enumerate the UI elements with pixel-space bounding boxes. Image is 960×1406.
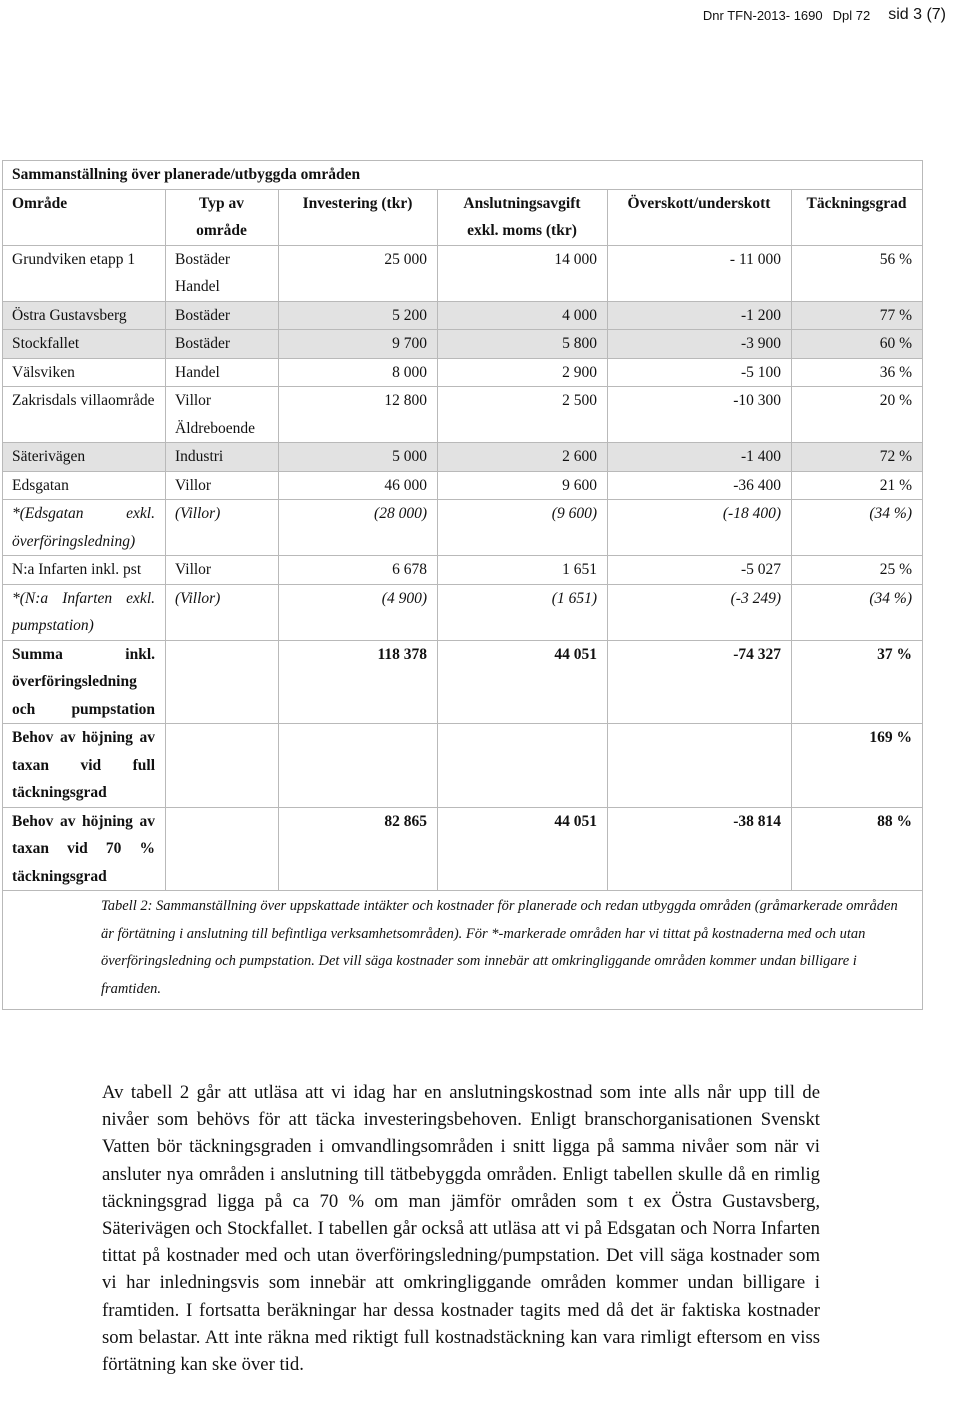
column-header: Överskott/underskott — [608, 189, 792, 245]
cell-investment: 6 678 — [279, 556, 438, 585]
cell-investment: 12 800 — [279, 387, 438, 443]
cell-coverage: 169 % — [792, 724, 923, 808]
cell-coverage: 77 % — [792, 301, 923, 330]
cell-coverage: 56 % — [792, 245, 923, 301]
cell-investment: 118 378 — [279, 640, 438, 724]
cell-area: Grundviken etapp 1 — [3, 245, 166, 301]
cell-fee: 14 000 — [438, 245, 608, 301]
table-row — [3, 556, 923, 585]
cell-type: Villor Äldreboende — [166, 387, 279, 443]
table-row — [3, 500, 923, 556]
table-row — [3, 443, 923, 472]
cell-surplus: -38 814 — [608, 807, 792, 891]
cell-surplus: -10 300 — [608, 387, 792, 443]
cell-coverage: 37 % — [792, 640, 923, 724]
cell-area: Summa inkl. överföringsledning och pumpstation — [3, 640, 166, 724]
cell-coverage: 36 % — [792, 358, 923, 387]
table-title-row — [3, 161, 923, 190]
cell-fee: 5 800 — [438, 330, 608, 359]
cell-area: Edsgatan — [3, 471, 166, 500]
cell-area: Östra Gustavsberg — [3, 301, 166, 330]
caption-cell — [3, 891, 923, 1010]
cell-coverage: 21 % — [792, 471, 923, 500]
cell-type: (Villor) — [166, 500, 279, 556]
cell-fee: 2 900 — [438, 358, 608, 387]
cell-area: Välsviken — [3, 358, 166, 387]
column-header: Investering (tkr) — [279, 189, 438, 245]
table-row — [3, 245, 923, 301]
cell-area: Stockfallet — [3, 330, 166, 359]
cell-surplus — [608, 724, 792, 808]
cell-type — [166, 640, 279, 724]
cell-surplus: -3 900 — [608, 330, 792, 359]
cell-fee: 2 500 — [438, 387, 608, 443]
cell-type: Bostäder — [166, 301, 279, 330]
cell-type: Bostäder Handel — [166, 245, 279, 301]
table-caption: Tabell 2: Sammanställning över uppskattade intäkter och kostnader för planerade och redan utbyggda områden (gråmarkerade områden är förtätning i anslutning till befintliga verksamhetsområden). För *-markerade områden har vi tittat på kostnaderna med och utan överföringsledning och pumpstation. Det vill säga kostnader som innebär att omkringliggande områden kommer undan billigare i framtiden. — [101, 898, 898, 997]
cell-investment: 5 200 — [279, 301, 438, 330]
cell-area: *(N:a Infarten exkl. pumpstation) — [3, 584, 166, 640]
cell-fee: (1 651) — [438, 584, 608, 640]
cell-fee: 2 600 — [438, 443, 608, 472]
cell-investment: 5 000 — [279, 443, 438, 472]
cell-surplus: (-3 249) — [608, 584, 792, 640]
cell-type: Industri — [166, 443, 279, 472]
document-number: Dnr TFN-2013- 1690 — [702, 7, 823, 23]
cell-investment: 82 865 — [279, 807, 438, 891]
cell-surplus: (-18 400) — [608, 500, 792, 556]
cell-type — [166, 807, 279, 891]
cell-type: Villor — [166, 471, 279, 500]
caption-row — [3, 891, 923, 1010]
cell-type: (Villor) — [166, 584, 279, 640]
cell-surplus: - 11 000 — [608, 245, 792, 301]
cell-surplus: -5 027 — [608, 556, 792, 585]
cell-type: Handel — [166, 358, 279, 387]
cell-coverage: 72 % — [792, 443, 923, 472]
cell-surplus: -5 100 — [608, 358, 792, 387]
page-number: sid 3 (7) — [888, 6, 946, 23]
cell-area: Behov av höjning av taxan vid 70 % täckningsgrad — [3, 807, 166, 891]
column-header: Område — [3, 189, 166, 245]
cell-investment: 9 700 — [279, 330, 438, 359]
cell-fee — [438, 724, 608, 808]
cell-investment: (28 000) — [279, 500, 438, 556]
cell-coverage: (34 %) — [792, 584, 923, 640]
cell-investment: 46 000 — [279, 471, 438, 500]
cell-surplus: -74 327 — [608, 640, 792, 724]
cell-fee: 44 051 — [438, 807, 608, 891]
cell-coverage: 88 % — [792, 807, 923, 891]
cell-area: Behov av höjning av taxan vid full täckningsgrad — [3, 724, 166, 808]
cell-fee: 9 600 — [438, 471, 608, 500]
table-row — [3, 358, 923, 387]
table-row — [3, 301, 923, 330]
cell-coverage: (34 %) — [792, 500, 923, 556]
column-header: Anslutningsavgift exkl. moms (tkr) — [438, 189, 608, 245]
column-header: Typ av område — [166, 189, 279, 245]
diary-plan: Dpl 72 — [832, 7, 871, 23]
table-header-row — [3, 189, 923, 245]
cell-investment — [279, 724, 438, 808]
cell-investment: (4 900) — [279, 584, 438, 640]
table-row — [3, 330, 923, 359]
table-row — [3, 387, 923, 443]
table-row — [3, 724, 923, 808]
cell-fee: (9 600) — [438, 500, 608, 556]
table-row — [3, 807, 923, 891]
table-row — [3, 584, 923, 640]
cell-area: Zakrisdals villaområde — [3, 387, 166, 443]
column-header: Täckningsgrad — [792, 189, 923, 245]
cell-type: Bostäder — [166, 330, 279, 359]
cell-type: Villor — [166, 556, 279, 585]
cell-surplus: -1 400 — [608, 443, 792, 472]
body-paragraph: Av tabell 2 går att utläsa att vi idag har en anslutningskostnad som inte alls når upp till de nivåer som behövs för att täcka investeringsbehoven. Enligt branschorganisationen Svenskt Vatten bör täckningsgraden i omvandlingsområden i snitt ligga på samma nivåer som när vi ansluter nya områden i anslutning till tätbebyggda områden. Enligt tabellen skulle då en rimlig täckningsgrad ligga på ca 70 % om man jämför områden som t ex Östra Gustavsberg, Säterivägen och Stockfallet. I tabellen går också att utläsa att vi på Edsgatan och Norra Infarten tittat på kostnader med och utan överföringsledning/pumpstation. Det vill säga kostnader som vi har inledningsvis som innebär att omkringliggande områden kommer undan billigare i framtiden. I fortsatta beräkningar har dessa kostnader tagits med då det är faktiska kostnader som belastar. Att inte räkna med riktigt full kostnadstäckning kan vara rimligt eftersom en viss förtätning kan ske över tid. — [102, 1082, 820, 1376]
summary-table — [2, 160, 923, 1010]
table-row — [3, 640, 923, 724]
cell-surplus: -1 200 — [608, 301, 792, 330]
cell-coverage: 60 % — [792, 330, 923, 359]
cell-surplus: -36 400 — [608, 471, 792, 500]
table-row — [3, 471, 923, 500]
cell-fee: 44 051 — [438, 640, 608, 724]
table-title: Sammanställning över planerade/utbyggda områden — [3, 161, 923, 190]
cell-area: N:a Infarten inkl. pst — [3, 556, 166, 585]
cell-fee: 1 651 — [438, 556, 608, 585]
cell-fee: 4 000 — [438, 301, 608, 330]
cell-investment: 25 000 — [279, 245, 438, 301]
cell-coverage: 25 % — [792, 556, 923, 585]
cell-area: *(Edsgatan exkl. överföringsledning) — [3, 500, 166, 556]
cell-type — [166, 724, 279, 808]
cell-investment: 8 000 — [279, 358, 438, 387]
cell-coverage: 20 % — [792, 387, 923, 443]
cell-area: Säterivägen — [3, 443, 166, 472]
page-header — [703, 0, 946, 30]
